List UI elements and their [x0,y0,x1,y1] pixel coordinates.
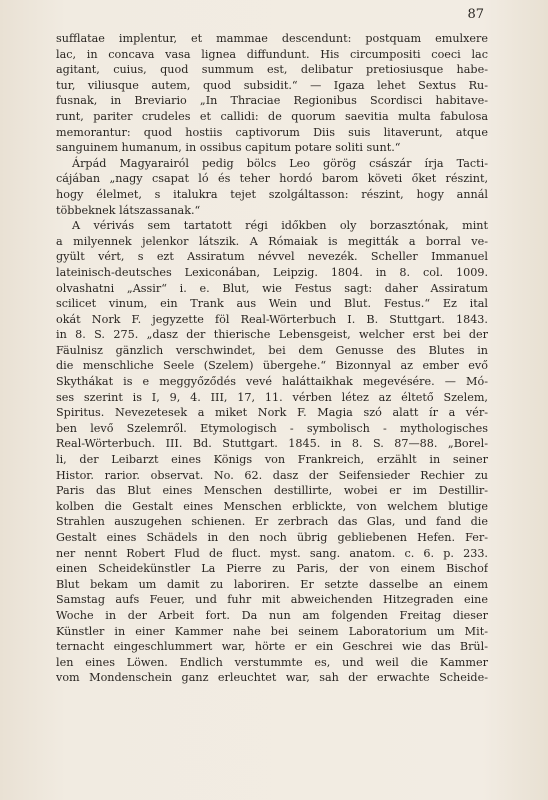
text-line: Árpád Magyarairól pedig bölcs Leo görög császár írja Tacti- [72,156,488,170]
text-line: Blut bekam um damit zu laboriren. Er setzte dasselbe an einem [56,577,488,591]
text-line: vom Mondenschein ganz erleuchtet war, sah der erwachte Scheide- [56,671,488,685]
text-line: kolben die Gestalt eines Menschen erblickte, von welchem blutige [56,499,488,513]
text-line: többeknek látszassanak.“ [56,203,201,217]
text-line: Strahlen auszugehen schienen. Er zerbrach das Glas, und fand die [56,515,488,529]
text-line: hogy élelmet, s italukra tejet szolgáltasson: részint, hogy annál [56,187,488,201]
text-line: Fäulnisz gänzlich verschwindet, bei dem Genusse des Blutes in [56,343,488,357]
text-line: die menschliche Seele (Szelem) übergehe.“ Bizonnyal az ember evő [56,359,488,373]
body-text [56,31,488,686]
text-line: sufflatae implentur, et mammae descendunt: postquam emulxere [56,32,488,45]
text-line: agitant, cuius, quod summum est, delibatur pretiosiusque habe- [56,63,488,77]
text-line: Real-Wörterbuch. III. Bd. Stuttgart. 1845. in 8. S. 87—88. „Borel- [56,437,488,451]
text-line: in 8. S. 275. „dasz der thierische Lebensgeist, welcher erst bei der [56,328,488,342]
text-line: Skythákat is e meggyőződés vevé haláttaikhak megevésére. — Mó- [56,375,488,389]
text-line: ben levő Szelemről. Etymologisch - symbolisch - mythologisches [56,421,488,435]
text-line: okát Nork F. jegyzette föl Real-Wörterbuch I. B. Stuttgart. 1843. [56,312,488,326]
text-line: ses szerint is I, 9, 4. III, 17, 11. vérben létez az éltető Szelem, [56,390,488,404]
text-line: Künstler in einer Kammer nahe bei seinem Laboratorium um Mit- [56,624,488,638]
text-line: ternacht eingeschlummert war, hörte er ein Geschrei wie das Brül- [56,640,488,654]
text-line: Paris das Blut eines Menschen destillirte, wobei er im Destillir- [56,484,488,498]
text-line: Histor. rarior. observat. No. 62. dasz der Seifensieder Rechier zu [56,468,488,482]
text-line: a milyennek jelenkor látszik. A Rómaiak is megitták a borral ve- [56,234,488,248]
text-line: Spiritus. Nevezetesek a miket Nork F. Magia szó alatt ír a vér- [56,406,488,420]
text-line: gyült vért, s ezt Assiratum névvel nevezék. Scheller Immanuel [56,250,488,264]
text-line: runt, pariter crudeles et callidi: de quorum saevitia multa fabulosa [56,109,488,123]
text-line: Samstag aufs Feuer, und fuhr mit abweichenden Hitzegraden eine [56,593,488,607]
text-line: memorantur: quod hostiis captivorum Diis suis litaverunt, atque [56,125,488,139]
text-line: einen Scheidekünstler La Pierre zu Paris, der von einem Bischof [56,562,488,576]
text-line: lac, in concava vasa lignea diffundunt. His circumpositi coeci lac [56,47,488,61]
text-line: cájában „nagy csapat ló és teher hordó barom követi őket részint, [56,172,488,186]
text-line: sanguinem humanum, in ossibus capitum potare soliti sunt.“ [56,141,401,155]
text-line: len eines Löwen. Endlich verstummte es, und weil die Kammer [56,655,488,669]
text-line: li, der Leibarzt eines Königs von Frankreich, erzählt in seiner [56,453,488,467]
text-line: A vérivás sem tartatott régi időkben oly borzasztónak, mint [72,219,488,233]
text-line: tur, viliusque autem, quod subsidit.“ — Igaza lehet Sextus Ru- [56,78,488,92]
text-line: Gestalt eines Schädels in den noch übrig gebliebenen Hefen. Fer- [56,531,488,544]
text-line: fusnak, in Breviario „In Thraciae Regionibus Scordisci habitave- [56,94,488,108]
page-number: 87 [467,7,484,22]
text-line: lateinisch-deutsches Lexiconában, Leipzig. 1804. in 8. col. 1009. [56,265,488,279]
text-line: olvashatni „Assir“ i. e. Blut, wie Festus sagt: daher Assiratum [56,281,488,295]
text-line: scilicet vinum, ein Trank aus Wein und Blut. Festus.“ Ez ital [56,297,488,311]
text-line: ner nennt Robert Flud de fluct. myst. sang. anatom. c. 6. p. 233. [56,546,488,560]
text-line: Woche in der Arbeit fort. Da nun am folgenden Freitag dieser [56,608,488,622]
